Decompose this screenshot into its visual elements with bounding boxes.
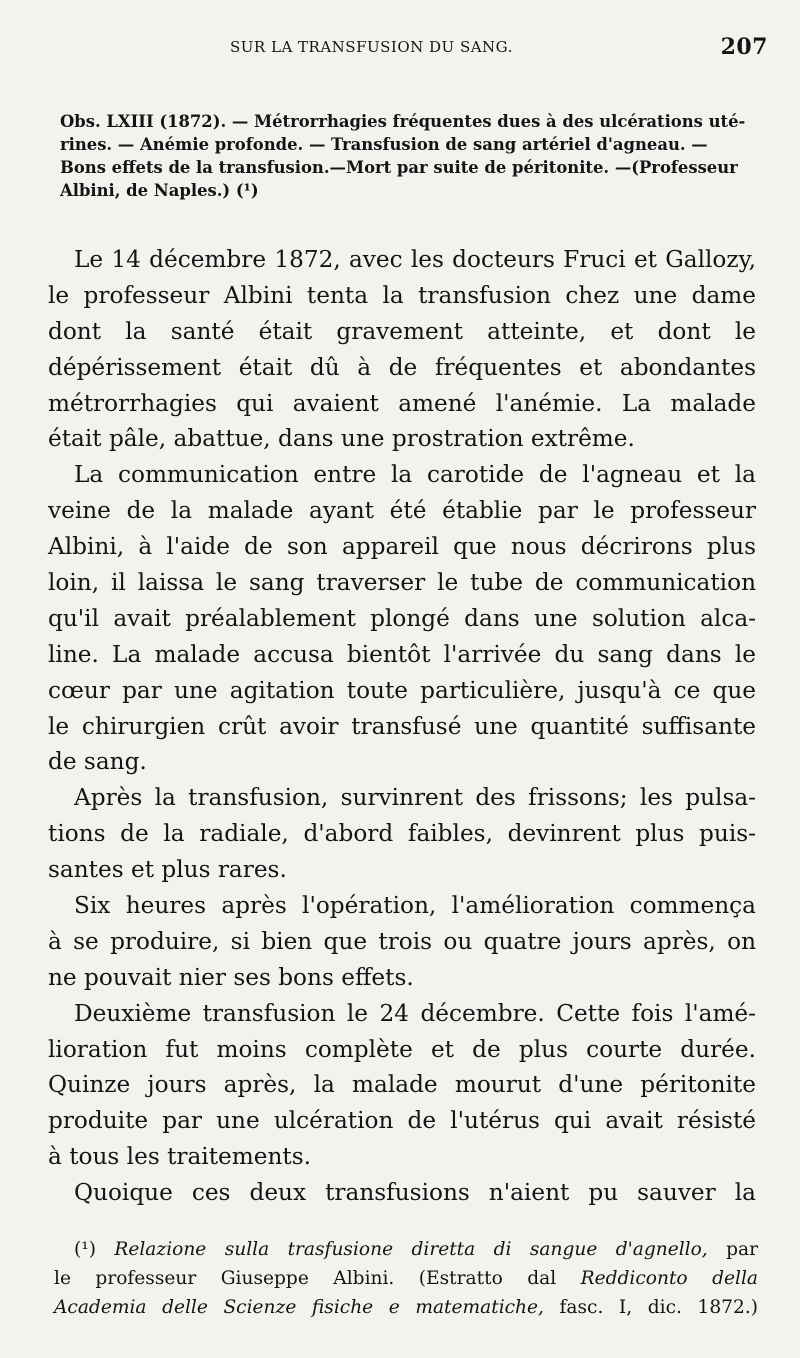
- running-head: [48, 34, 768, 64]
- text-line: était pâle, abattue, dans une prostration extrême.: [48, 425, 635, 453]
- observation-heading: [60, 110, 752, 202]
- text-line: Six heures après l'opération, l'amélioration commença: [74, 892, 756, 920]
- text-line: ne pouvait nier ses bons effets.: [48, 963, 414, 991]
- footnote-line: [54, 1264, 758, 1293]
- text-line: à tous les traitements.: [48, 1143, 311, 1171]
- text-line: Albini, à l'aide de son appareil que nous décrirons plus: [48, 533, 756, 561]
- observation-line: rines. — Anémie profonde. — Transfusion de sang artériel d'agneau. —: [60, 135, 708, 154]
- text-line: Deuxième transfusion le 24 décembre. Cette fois l'amé-: [74, 999, 756, 1027]
- footnote: [54, 1235, 758, 1322]
- text-line: La communication entre la carotide de l'agneau et la: [74, 461, 756, 489]
- text-line: tions de la radiale, d'abord faibles, devinrent plus puis-: [48, 820, 756, 848]
- footnote-source: Reddiconto della: [580, 1268, 758, 1289]
- footnote-source: Academia delle Scienze fisiche e matematiche,: [54, 1297, 544, 1318]
- running-title: SUR LA TRANSFUSION DU SANG.: [230, 38, 513, 56]
- text-line: lioration fut moins complète et de plus courte durée.: [48, 1035, 756, 1063]
- footnote-text: le professeur Giuseppe Albini. (Estratto dal: [54, 1268, 557, 1289]
- text-line: veine de la malade ayant été établie par le professeur: [48, 497, 756, 525]
- footnote-text: fasc. I, dic. 1872.): [559, 1297, 758, 1318]
- text-line: de sang.: [48, 748, 147, 776]
- observation-line: Obs. LXIII (1872). — Métrorrhagies fréquentes dues à des ulcérations uté-: [60, 112, 746, 131]
- text-line: Le 14 décembre 1872, avec les docteurs Fruci et Gallozy,: [74, 246, 756, 273]
- text-line: line. La malade accusa bientôt l'arrivée du sang dans le: [48, 640, 756, 668]
- text-line: dépérissement était dû à de fréquentes et abondantes: [48, 353, 756, 381]
- page-number: 207: [720, 34, 768, 60]
- footnote-text: par: [726, 1239, 758, 1260]
- observation-line: Bons effets de la transfusion.—Mort par suite de péritonite. —(Professeur: [60, 158, 738, 177]
- footnote-marker: (¹): [74, 1239, 96, 1260]
- text-line: cœur par une agitation toute particulière, jusqu'à ce que: [48, 676, 756, 704]
- footnote-line: [54, 1293, 758, 1322]
- text-line: Quinze jours après, la malade mourut d'une péritonite: [48, 1071, 756, 1099]
- text-line: Après la transfusion, survinrent des frissons; les pulsa-: [74, 784, 756, 812]
- text-line: le chirurgien crût avoir transfusé une quantité suffisante: [48, 712, 756, 740]
- text-line: santes et plus rares.: [48, 856, 287, 884]
- footnote-line: [54, 1235, 758, 1264]
- text-line: dont la santé était gravement atteinte, et dont le: [48, 317, 756, 345]
- text-line: le professeur Albini tenta la transfusion chez une dame: [48, 281, 756, 309]
- body-text: [48, 242, 756, 1211]
- text-line: qu'il avait préalablement plongé dans une solution alca-: [48, 604, 756, 632]
- footnote-title: Relazione sulla trasfusione diretta di sangue d'agnello,: [114, 1239, 708, 1260]
- text-line: à se produire, si bien que trois ou quatre jours après, on: [48, 927, 756, 955]
- text-line: produite par une ulcération de l'utérus qui avait résisté: [48, 1107, 756, 1135]
- text-line: loin, il laissa le sang traverser le tube de communication: [48, 569, 756, 597]
- observation-line: Albini, de Naples.) (¹): [60, 181, 259, 200]
- text-line: métrorrhagies qui avaient amené l'anémie. La malade: [48, 389, 756, 417]
- text-line: Quoique ces deux transfusions n'aient pu sauver la: [74, 1179, 756, 1207]
